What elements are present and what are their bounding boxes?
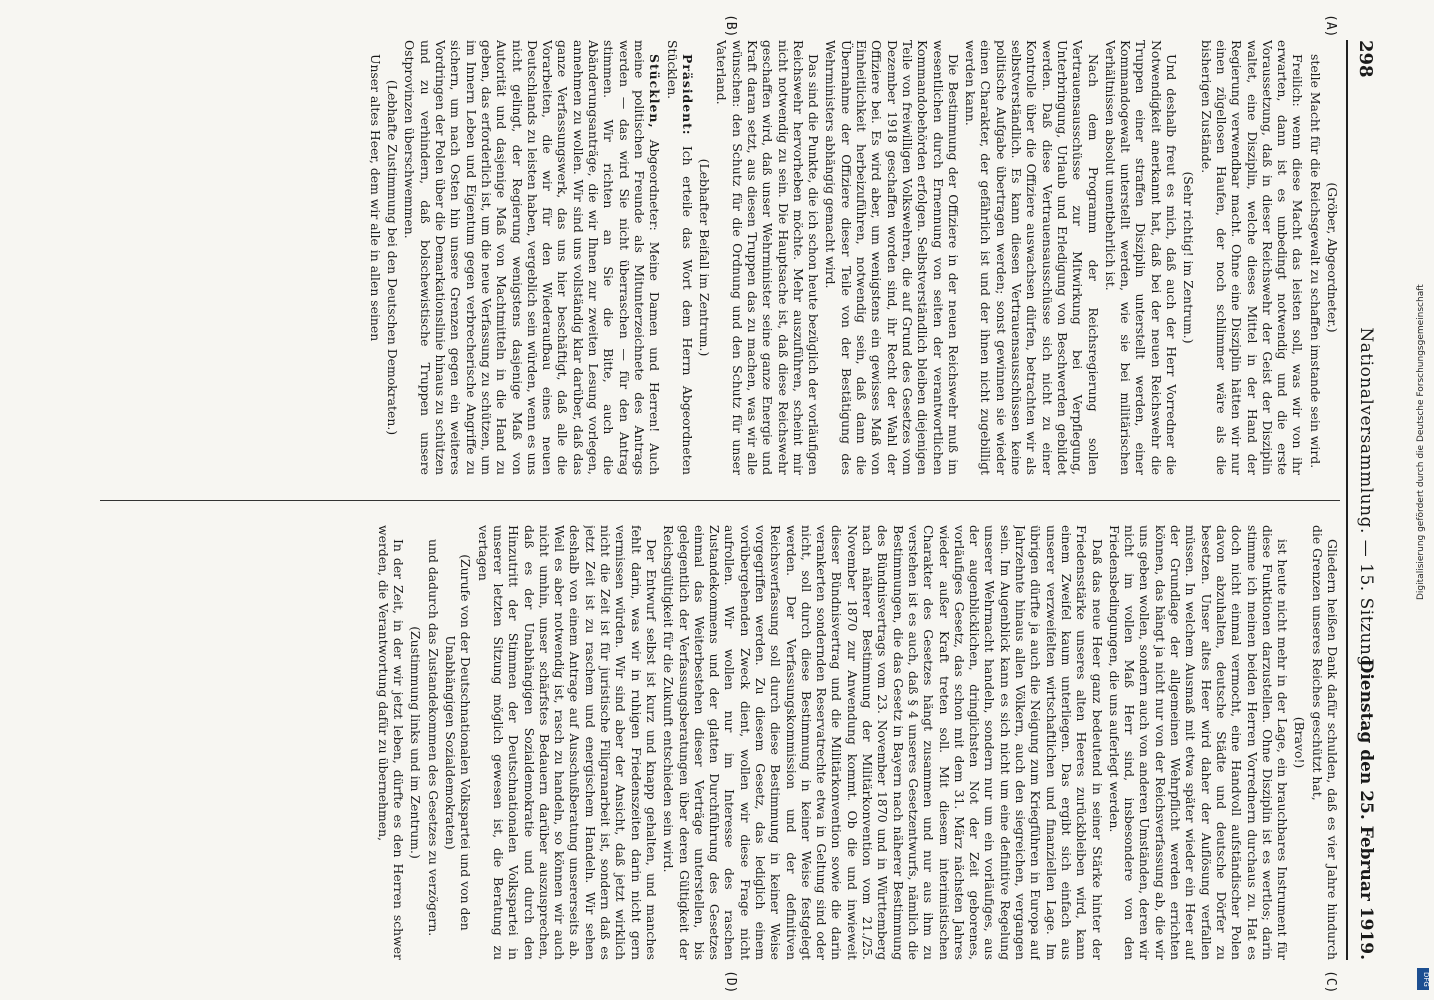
- right-column: [100, 525, 1340, 960]
- column-divider: [100, 500, 1340, 501]
- interjection: (Zustimmung links und im Zentrum.): [408, 626, 424, 859]
- speaker-paragraph: [664, 40, 695, 475]
- dfg-logo: DFG: [1417, 968, 1429, 990]
- page-header: [1346, 40, 1378, 960]
- body-paragraph: In der Zeit, in der wir jetzt leben, dürfte es den Herren schwer werden, die Verantwortung dafür zu übernehmen,: [375, 525, 407, 960]
- speaker-name: Stücklen,: [647, 54, 663, 129]
- speaker-continuation: (Gröber, Abgeordneter.): [1325, 182, 1340, 333]
- interjection: (Lebhafter Beifall im Zentrum.): [697, 158, 713, 357]
- margin-marker-d: (D): [723, 970, 738, 994]
- body-paragraph: Daß das neue Heer ganz bedeutend in seiner Stärke hinter der Friedensstärke unseres alten Heeres zurückbleiben wird, kann einem Zweifel kaum unterliegen. Das ergibt sich einfach aus unserer verzweifelten wirtschaftlichen und finanziellen Lage. Im übrigen dürfte ja auch die Neigung zum Kriegführen in Europa auf Jahrzehnte hinaus allen Völkern, auch den siegreichen, vergangen sein. Im Augenblick kann es sich nicht um eine definitive Regelung unserer Wehrmacht handeln, sondern nur um ein vorläufiges, aus der augenblicklichen, dringlichsten Not der Zeit geborenes, vorläufiges Gesetz, das schon mit dem 31. März nächsten Jahres wieder außer Kraft treten soll. Mit diesem interimistischen Charakter des Gesetzes hängt zusammen und nur aus ihm zu verstehen ist es auch, daß § 4 unseres Gesetzentwurfs, nämlich die Bestimmungen, die das Gesetz in Bayern nach näherer Bestimmung des Bündnisvertrags vom 23. November 1870 und in Württemberg nach näherer Bestimmung der Militärkonvention vom 21./25. November 1870 zur Anwendung kommt. Ob die und inwieweit dieser Bündnisvertrag und die Militärkonvention sowie die darin verankerten sondernden Reservatrechte etwa in Geltung sind oder nicht, soll durch diese Bestimmung in keiner Weise festgelegt werden. Der Verfassungskommission und der definitiven Reichsverfassung soll durch diese Bestimmung in keiner Weise vorgegriffen werden. Zu diesem Gesetz, das lediglich einem vorübergehenden Zweck dient, wollen wir diese Frage nicht aufrollen. Wir wollen nur im Interesse des raschen Zustandekommens und der glatten Durchführung des Gesetzes einmal das Weiterbestehen dieser Verträge unterstellen, bis gelegentlich der Verfassungsberatungen über deren Gültigkeit der Reichsgültigkeit für die Zukunft entschieden sein wird.: [661, 525, 1105, 960]
- body-paragraph: und dadurch das Zustandekommen des Gesetzes zu verzögern.: [425, 539, 441, 937]
- body-paragraph: stelle Macht für die Reichsgewalt zu schaffen imstande sein wird.: [1307, 54, 1323, 469]
- body-paragraph: Unser altes Heer, dem wir alle in allen seinen: [367, 54, 383, 342]
- document-page: [78, 14, 1378, 994]
- interjection: (Zurufe von der Deutschnationalen Volkspartei und von den Unabhängigen Sozialdemokraten): [443, 554, 474, 931]
- body-paragraph: Gliedern heißen Dank dafür schulden, daß es vier Jahre hindurch die Grenzen unseres Reiches geschützt hat,: [1309, 525, 1340, 960]
- margin-marker-c: (C): [1323, 970, 1338, 994]
- interjection: (Bravo!): [1292, 716, 1308, 769]
- body-paragraph: Nach dem Programm der Reichsregierung sollen Vertrauensausschüsse zur Mitwirkung bei Verpflegung, Unterbringung, Urlaub und Erledigung von Beschwerden gebildet werden. Daß diese Vertrauensausschüsse sich nicht zu einer Kontrolle über die Offiziere auswachsen dürfen, betrachten wir als selbstverständlich. Es kann diesen Vertrauensausschüssen keine politische Aufgabe übertragen werden; sonst gewinnen sie wieder einen Charakter, der gefährlich ist und der ihnen nicht zugebilligt werden kann.: [963, 40, 1101, 475]
- body-paragraph: Der Entwurf selbst ist kurz und knapp gehalten, und manches fehlt darin, was wir in ruhigen Friedenszeiten darin nicht gern vermissen würden. Wir sind aber der Ansicht, daß jetzt wirklich nicht die Zeit ist für juristische Filigranarbeit ist, sondern daß es jetzt Zeit ist zu raschem und energischem Handeln. Wir sehen deshalb von einem Antrage auf Ausschußberatung unsererseits ab. Weil es aber notwendig ist, rasch zu handeln, so können wir auch nicht umhin, unser schärfstes Bedauern darüber auszusprechen, daß es der Unabhängigen Sozialdemokratie und durch den Hinzutritt der Stimmen der Deutschnationalen Volkspartei in unserer letzten Sitzung möglich gewesen ist, die Beratung zu vertagen: [475, 525, 659, 960]
- page-number: 298: [1355, 40, 1376, 78]
- speech-text: Ich erteile das Wort dem Herrn Abgeordneten Stücklen.: [664, 40, 695, 475]
- speech-text: Abgeordneter: Meine Damen und Herren! Auch meine politischen Freunde als Mitunterzeichnete des Antrags werden — das wird Sie nicht überraschen — für den Antrag stimmen. Wir richten an Sie die Bitte, auch die Abänderungsanträge, die wir Ihnen zur zweiten Lesung vorlegen, annehmen zu wollen. Wir sind uns vollständig klar darüber, daß das ganze Verfassungswerk, das uns hier beschäftigt, daß alle die Vorarbeiten, die wir für den Wiederaufbau eines neuen Deutschlands zu leisten haben, vergeblich sein würden, wenn es uns nicht gelingt, der Regierung wenigstens dasjenige Maß von Autorität und dasjenige Maß von Machtmitteln in die Hand zu geben, das erforderlich ist, um die neue Verfassung zu schützen, um im Innern Leben und Eigentum gegen verbrecherische Angriffe zu sichern, um nach Osten hin unsere Grenzen gegen ein weiteres Vordringen der Polen über die Demarkationslinie hinaus zu schützen und zu verhindern, daß bolschewistische Truppen unsere Ostprovinzen überschwemmen.: [402, 40, 663, 475]
- margin-marker-a: (A): [1323, 14, 1338, 38]
- speaker-paragraph: [402, 40, 662, 475]
- session-date: Dienstag den 25. Februar 1919.: [1356, 658, 1376, 960]
- digitization-credit: Digitalisierung gefördert durch die Deutsche Forschungsgemeinschaft: [1416, 284, 1426, 600]
- interjection: (Lebhafte Zustimmung bei den Deutschen Demokraten.): [385, 79, 401, 436]
- body-paragraph: Freilich: wenn diese Macht das leisten soll, was wir von ihr erwarten, dann ist es unbedingt notwendig und die erste Voraussetzung, daß in dieser Reichswehr der Geist der Disziplin waltet, eine Disziplin, welche dieses Mittel in der Hand der Regierung verwendbar macht. Ohne eine Disziplin hätten wir nur einen zügellosen Haufen, der noch schlimmer wäre als die bisherigen Zustände.: [1198, 40, 1306, 475]
- running-title: Nationalversammlung. — 15. Sitzung.: [1356, 327, 1376, 673]
- left-column: [100, 40, 1340, 475]
- body-paragraph: Und deshalb freut es mich, daß auch der Herr Vorredner die Notwendigkeit anerkannt hat, daß bei der neuen Reichswehr die Truppen einer straffen Disziplin unterstellt werden, einer Kommandogewalt unterstellt werden, wie sie bei militärischen Verhältnissen absolut unentbehrlich ist.: [1102, 40, 1180, 475]
- body-paragraph: Die Bestimmung der Offiziere in der neuen Reichswehr muß im wesentlichen durch Ernennung von seiten der verantwortlichen Kommandobehörden erfolgen. Selbstverständlich bleiben diejenigen Teile von freiwilligen Volkswehren, die auf Grund des Gesetzes vom Dezember 1918 geschaffen worden sind, ihr Recht der Wahl der Offiziere bei. Es wird aber, um wenigstens ein gewisses Maß von Einheitlichkeit herbeizuführen, notwendig sein, daß dann die Übernahme der Offiziere dieser Teile von der Bestätigung des Wehrministers abhängig gemacht wird.: [823, 40, 961, 475]
- body-paragraph: Das sind die Punkte, die ich schon heute bezüglich der vorläufigen Reichswehr hervorheben möchte. Mehr auszuführen, scheint mir nicht notwendig zu sein. Die Hauptsache ist, daß diese Reichswehr geschaffen wird, daß unser Wehrminister seine ganze Energie und Kraft daran setzt, aus diesen Truppen das zu machen, was wir alle wünschen: den Schutz für die Ordnung und den Schutz für unser Vaterland.: [714, 40, 822, 475]
- body-paragraph: ist heute nicht mehr in der Lage, ein brauchbares Instrument für diese Funktionen darzustellen. Ohne Disziplin ist es wertlos; darin stimme ich meinen beiden Herren Vorrednern durchaus zu. Hat es doch nicht einmal vermocht, eine Handvoll aufständischer Polen davon abzuhalten, deutsche Städte und deutsche Dörfer zu besetzen. Unser altes Heer wird daher der Auflösung verfallen müssen. In welchem Ausmaß mit etwa später wieder ein Heer auf der Grundlage der allgemeinen Wehrpflicht werden errichten können, das hängt ja nicht nur von der Reichsverfassung ab, die wir uns geben wollen, sondern auch von anderen Umständen, deren wir nicht im vollen Maß Herr sind, insbesondere von den Friedensbedingungen, die uns auferlegt werden.: [1106, 525, 1291, 960]
- interjection: (Sehr richtig! im Zentrum.): [1181, 171, 1197, 344]
- speaker-name: Präsident:: [679, 54, 695, 136]
- margin-marker-b: (B): [723, 14, 738, 38]
